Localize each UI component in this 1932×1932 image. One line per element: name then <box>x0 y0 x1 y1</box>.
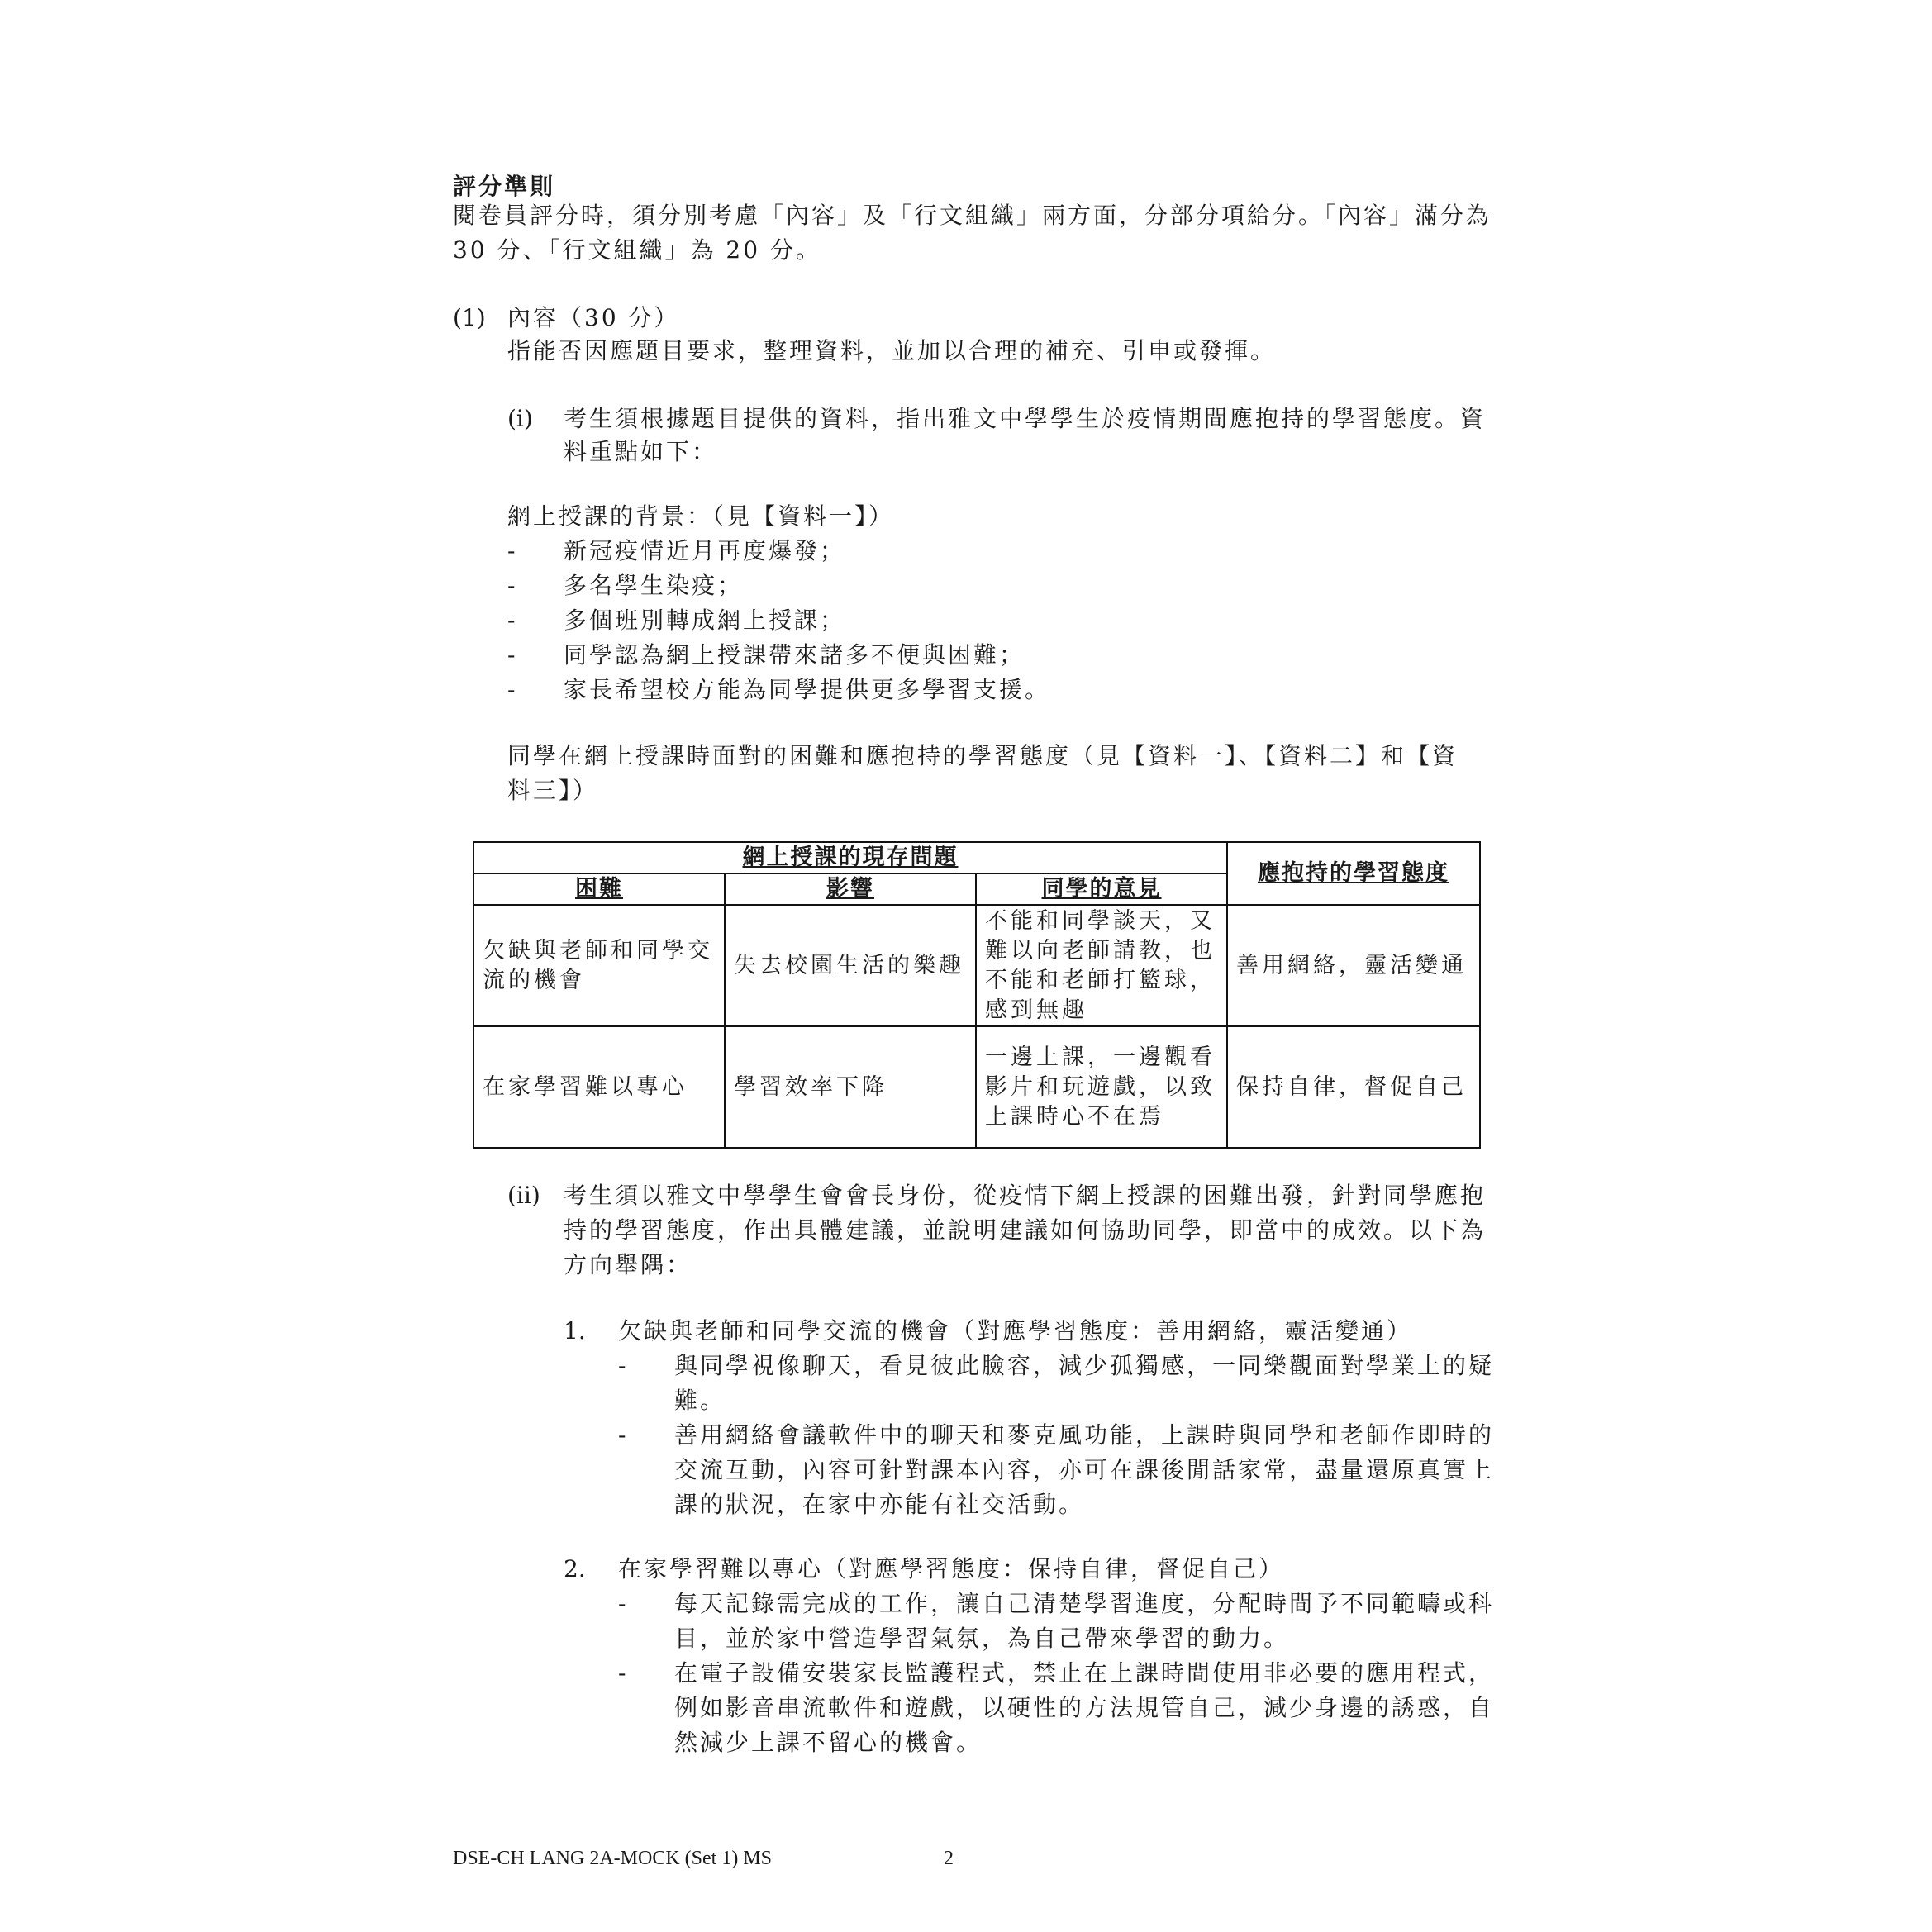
table-cell-impact: 學習效率下降 <box>725 1026 976 1148</box>
table-col-header-impact: 影響 <box>725 873 976 905</box>
table-group-header: 網上授課的現存問題 <box>473 842 1227 873</box>
background-heading: 網上授課的背景：（見【資料一】） <box>507 502 895 530</box>
table-attitude-header: 應抱持的學習態度 <box>1227 842 1480 905</box>
suggestion-2-number: 2. <box>564 1555 586 1582</box>
suggestion-point-line: 課的狀況，在家中亦能有社交活動。 <box>674 1491 1085 1518</box>
suggestion-1-title: 欠缺與老師和同學交流的機會（對應學習態度：善用網絡，靈活變通） <box>618 1317 1413 1344</box>
table-row <box>473 905 1480 1026</box>
bullet-dash: - <box>507 572 516 599</box>
table-cell-impact: 失去校園生活的樂趣 <box>725 905 976 1026</box>
part-i-line-2: 料重點如下： <box>564 438 718 465</box>
suggestion-point-line: 例如影音串流軟件和遊戲，以硬性的方法規管自己，減少身邊的誘惑，自 <box>674 1694 1495 1721</box>
bullet-dash: - <box>618 1659 626 1687</box>
table-cell-attitude: 善用網絡，靈活變通 <box>1227 905 1480 1026</box>
part-ii-line-3: 方向舉隅： <box>564 1251 692 1278</box>
difficulties-heading-line-1: 同學在網上授課時面對的困難和應抱持的學習態度（見【資料一】、【資料二】和【資 <box>507 742 1459 769</box>
background-item: 多個班別轉成網上授課； <box>564 607 846 634</box>
suggestion-point-line: 在電子設備安裝家長監護程式，禁止在上課時間使用非必要的應用程式， <box>674 1659 1495 1687</box>
bullet-dash: - <box>507 607 516 634</box>
bullet-dash: - <box>507 676 516 703</box>
section1-title: 內容（30 分） <box>507 304 680 331</box>
page-heading: 評分準則 <box>453 173 556 200</box>
suggestion-2-title: 在家學習難以專心（對應學習態度：保持自律，督促自己） <box>618 1555 1285 1582</box>
part-i-line-1: 考生須根據題目提供的資料，指出雅文中學學生於疫情期間應抱持的學習態度。資 <box>564 405 1487 432</box>
part-i-number: (i) <box>507 405 533 432</box>
suggestion-point-line: 難。 <box>674 1387 726 1414</box>
table-cell-opinion: 不能和同學談天，又難以向老師請教，也不能和老師打籃球，感到無趣 <box>976 905 1227 1026</box>
background-item: 同學認為網上授課帶來諸多不便與困難； <box>564 641 1025 669</box>
bullet-dash: - <box>507 537 516 564</box>
bullet-dash: - <box>507 641 516 669</box>
part-ii-line-2: 持的學習態度，作出具體建議，並說明建議如何協助同學，即當中的成效。以下為 <box>564 1216 1487 1244</box>
section1-number: (1) <box>453 304 486 331</box>
intro-line-1: 閱卷員評分時，須分別考慮「內容」及「行文組織」兩方面，分部分項給分。「內容」滿分為 <box>453 202 1492 229</box>
table-col-header-opinion: 同學的意見 <box>976 873 1227 905</box>
table-row <box>473 1026 1480 1148</box>
table-cell-difficulty: 在家學習難以專心 <box>473 1026 725 1148</box>
background-item: 多名學生染疫； <box>564 572 744 599</box>
bullet-dash: - <box>618 1421 626 1449</box>
bullet-dash: - <box>618 1590 626 1617</box>
footer-code: DSE-CH LANG 2A-MOCK (Set 1) MS <box>453 1848 773 1869</box>
table-cell-difficulty: 欠缺與老師和同學交流的機會 <box>473 905 725 1026</box>
table-cell-attitude: 保持自律，督促自己 <box>1227 1026 1480 1148</box>
suggestion-1-number: 1. <box>564 1317 586 1344</box>
suggestion-point-line: 目，並於家中營造學習氣氛，為自己帶來學習的動力。 <box>674 1625 1290 1652</box>
table-col-header-difficulty: 困難 <box>473 873 725 905</box>
suggestion-point-line: 然減少上課不留心的機會。 <box>674 1729 983 1756</box>
difficulties-heading-line-2: 料三】） <box>507 777 599 804</box>
part-ii-number: (ii) <box>507 1182 540 1209</box>
part-ii-line-1: 考生須以雅文中學學生會會長身份，從疫情下網上授課的困難出發，針對同學應抱 <box>564 1182 1487 1209</box>
suggestion-point-line: 善用網絡會議軟件中的聊天和麥克風功能，上課時與同學和老師作即時的 <box>674 1421 1495 1449</box>
suggestion-point-line: 每天記錄需完成的工作，讓自己清楚學習進度，分配時間予不同範疇或科 <box>674 1590 1495 1617</box>
suggestion-point-line: 交流互動，內容可針對課本內容，亦可在課後閒話家常，盡量還原真實上 <box>674 1456 1495 1483</box>
background-item: 家長希望校方能為同學提供更多學習支援。 <box>564 676 1051 703</box>
section1-desc: 指能否因應題目要求，整理資料，並加以合理的補充、引申或發揮。 <box>507 337 1277 364</box>
issues-table <box>473 841 1481 1149</box>
background-item: 新冠疫情近月再度爆發； <box>564 537 846 564</box>
suggestion-point-line: 與同學視像聊天，看見彼此臉容，減少孤獨感，一同樂觀面對學業上的疑 <box>674 1352 1495 1379</box>
bullet-dash: - <box>618 1352 626 1379</box>
intro-line-2: 30 分、「行文組織」為 20 分。 <box>453 236 821 264</box>
table-cell-opinion: 一邊上課，一邊觀看影片和玩遊戲，以致上課時心不在焉 <box>976 1026 1227 1148</box>
footer-page-number: 2 <box>944 1848 954 1869</box>
